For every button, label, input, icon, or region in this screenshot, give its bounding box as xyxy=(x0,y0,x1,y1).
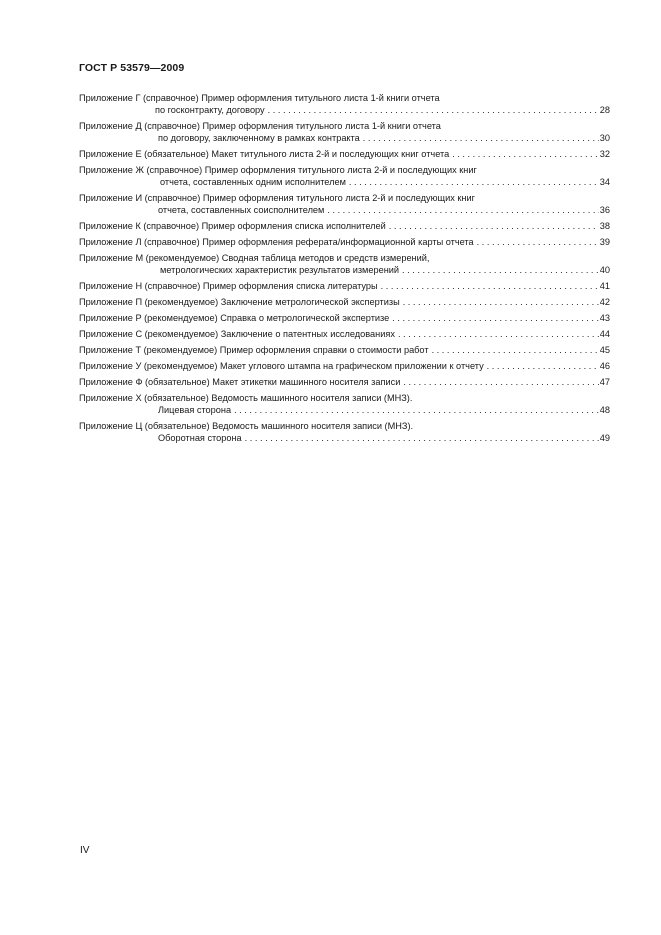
toc-entry-text: Приложение Е (обязательное) Макет титульного листа 2-й и последующих книг отчета xyxy=(79,149,450,159)
toc-page-number: 49 xyxy=(599,433,610,443)
toc-entry-text: Приложение П (рекомендуемое) Заключение метрологической экспертизы xyxy=(79,297,400,307)
toc-entry[interactable] xyxy=(79,148,610,160)
toc-leader-dots xyxy=(486,360,599,372)
toc-entry-line xyxy=(79,360,610,372)
toc-entry[interactable] xyxy=(79,120,610,144)
toc-entry-line xyxy=(79,432,610,444)
toc-page-number: 44 xyxy=(599,329,610,339)
table-of-contents xyxy=(79,92,610,448)
toc-entry-line: Приложение Х (обязательное) Ведомость машинного носителя записи (МНЗ). xyxy=(79,393,413,403)
toc-entry-text: по госконтракту, договору xyxy=(155,105,265,115)
toc-entry[interactable] xyxy=(79,360,610,372)
toc-entry-line xyxy=(79,132,610,144)
toc-entry[interactable] xyxy=(79,164,610,188)
toc-page-number: 43 xyxy=(599,313,610,323)
toc-entry-line: Приложение И (справочное) Пример оформления титульного листа 2-й и последующих книг xyxy=(79,193,475,203)
toc-entry-line: Приложение Г (справочное) Пример оформления титульного листа 1-й книги отчета xyxy=(79,93,440,103)
toc-entry[interactable] xyxy=(79,192,610,216)
toc-entry-text: Приложение Р (рекомендуемое) Справка о метрологической экспертизе xyxy=(79,313,390,323)
toc-entry-line xyxy=(79,104,610,116)
toc-entry-line: Приложение Ц (обязательное) Ведомость машинного носителя записи (МНЗ). xyxy=(79,421,414,431)
toc-entry-text: Лицевая сторона xyxy=(158,405,232,415)
toc-page-number: 45 xyxy=(599,345,610,355)
toc-entry[interactable] xyxy=(79,344,610,356)
toc-entry-line: Приложение М (рекомендуемое) Сводная таблица методов и средств измерений, xyxy=(79,253,430,263)
toc-page-number: 28 xyxy=(599,105,610,115)
toc-leader-dots xyxy=(431,344,599,356)
toc-leader-dots xyxy=(391,312,599,324)
toc-page-number: 34 xyxy=(599,177,610,187)
toc-leader-dots xyxy=(476,236,599,248)
toc-leader-dots xyxy=(397,328,599,340)
toc-entry-line: Приложение Ж (справочное) Пример оформления титульного листа 2-й и последующих книг xyxy=(79,165,477,175)
toc-entry-text: Приложение Н (справочное) Пример оформления списка литературы xyxy=(79,281,378,291)
toc-leader-dots xyxy=(348,176,599,188)
toc-entry-text: Приложение Л (справочное) Пример оформления реферата/информационной карты отчета xyxy=(79,237,474,247)
toc-page-number: 40 xyxy=(599,265,610,275)
toc-entry-text: метрологических характеристик результатов измерений xyxy=(160,265,400,275)
toc-entry[interactable] xyxy=(79,92,610,116)
toc-leader-dots xyxy=(402,376,598,388)
toc-page-number: 30 xyxy=(599,133,610,143)
toc-entry-line xyxy=(79,344,610,356)
toc-entry[interactable] xyxy=(79,280,610,292)
toc-entry[interactable] xyxy=(79,376,610,388)
toc-entry-text: Приложение К (справочное) Пример оформления списка исполнителей xyxy=(79,221,386,231)
toc-leader-dots xyxy=(362,132,599,144)
toc-page-number: 39 xyxy=(599,237,610,247)
toc-leader-dots xyxy=(267,104,599,116)
toc-entry-line xyxy=(79,312,610,324)
toc-entry[interactable] xyxy=(79,312,610,324)
toc-entry-line xyxy=(79,204,610,216)
toc-leader-dots xyxy=(244,432,599,444)
toc-entry-text: Приложение С (рекомендуемое) Заключение о патентных исследованиях xyxy=(79,329,395,339)
toc-leader-dots xyxy=(401,264,599,276)
toc-entry-line xyxy=(79,280,610,292)
toc-page-number: 41 xyxy=(599,281,610,291)
toc-entry-line xyxy=(79,148,610,160)
toc-entry-text: Приложение Ф (обязательное) Макет этикетки машинного носителя записи xyxy=(79,377,401,387)
toc-leader-dots xyxy=(326,204,598,216)
toc-entry-text: Приложение У (рекомендуемое) Макет углового штампа на графическом приложении к отчету xyxy=(79,361,484,371)
toc-page-number: 32 xyxy=(599,149,610,159)
toc-entry-line xyxy=(79,176,610,188)
document-title: ГОСТ Р 53579—2009 xyxy=(79,62,185,74)
toc-entry[interactable] xyxy=(79,420,610,444)
toc-leader-dots xyxy=(233,404,599,416)
toc-page-number: 42 xyxy=(599,297,610,307)
toc-leader-dots xyxy=(388,220,599,232)
toc-entry[interactable] xyxy=(79,392,610,416)
toc-entry-line xyxy=(79,376,610,388)
toc-entry-line: Приложение Д (справочное) Пример оформления титульного листа 1-й книги отчета xyxy=(79,121,441,131)
toc-leader-dots xyxy=(380,280,599,292)
toc-page-number: 47 xyxy=(599,377,610,387)
toc-entry-line xyxy=(79,328,610,340)
toc-entry-line xyxy=(79,264,610,276)
toc-entry-text: отчета, составленных соисполнителем xyxy=(158,205,325,215)
page-number: IV xyxy=(80,845,90,856)
toc-entry-text: отчета, составленных одним исполнителем xyxy=(160,177,346,187)
toc-entry[interactable] xyxy=(79,220,610,232)
toc-entry[interactable] xyxy=(79,236,610,248)
toc-entry[interactable] xyxy=(79,296,610,308)
toc-entry-line xyxy=(79,220,610,232)
toc-entry-text: Оборотная сторона xyxy=(158,433,242,443)
toc-entry[interactable] xyxy=(79,252,610,276)
toc-entry-line xyxy=(79,236,610,248)
toc-entry-line xyxy=(79,404,610,416)
toc-leader-dots xyxy=(451,148,599,160)
toc-page-number: 38 xyxy=(599,221,610,231)
toc-page-number: 48 xyxy=(599,405,610,415)
toc-leader-dots xyxy=(402,296,599,308)
toc-entry-line xyxy=(79,296,610,308)
toc-entry-text: Приложение Т (рекомендуемое) Пример оформления справки о стоимости работ xyxy=(79,345,429,355)
toc-entry-text: по договору, заключенному в рамках контракта xyxy=(158,133,360,143)
toc-entry[interactable] xyxy=(79,328,610,340)
toc-page-number: 36 xyxy=(599,205,610,215)
toc-page-number: 46 xyxy=(599,361,610,371)
